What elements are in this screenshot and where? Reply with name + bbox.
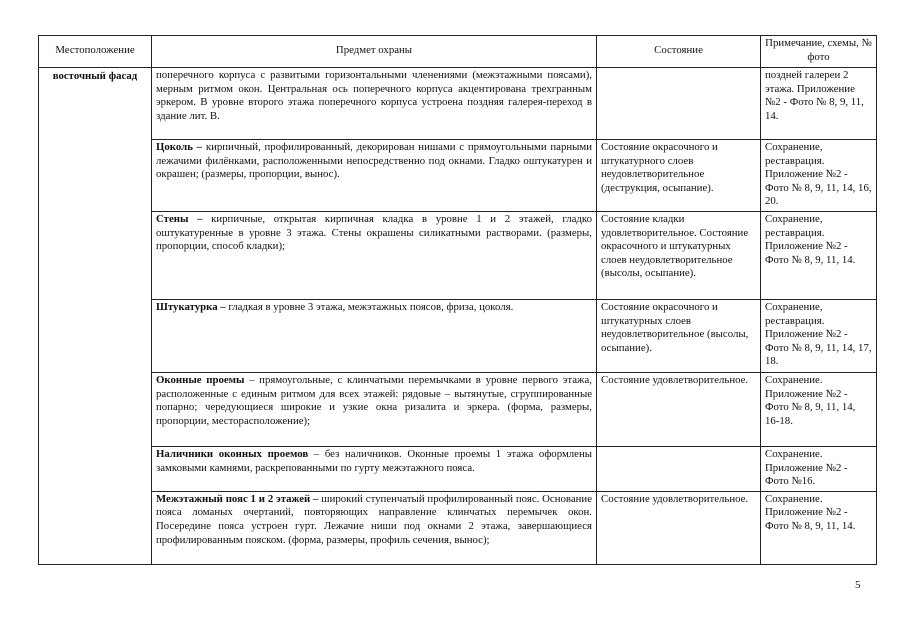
table-row [39, 140, 877, 212]
note-cell: поздней галереи 2 этажа. Приложение №2 - Фото № 8, 9, 11, 14. [761, 68, 877, 140]
note-cell: Сохранение, реставрация. Приложение №2 - Фото № 8, 9, 11, 14, 17, 18. [761, 300, 877, 373]
subject-cell: Межэтажный пояс 1 и 2 этажей – широкий ступенчатый профилированный пояс. Основание пояса ломаных очертаний, повторяющих направление клинчатых перемычек окон. Посередине пояса устроен гурт. Лежачие ниши под окнами 2 этажа, завершающиеся профилированным пояском. (форма, размеры, профиль сечения, вынос); [152, 491, 597, 564]
note-cell: Сохранение, реставрация. Приложение №2 - Фото № 8, 9, 11, 14. [761, 212, 877, 300]
header-note: Примечание, схемы, № фото [761, 36, 877, 68]
protection-subject-table [38, 35, 877, 565]
state-cell: Состояние окрасочного и штукатурного слоев неудовлетворительное (деструкция, осыпание). [597, 140, 761, 212]
table-row [39, 68, 877, 140]
subject-cell: Штукатурка – гладкая в уровне 3 этажа, межэтажных поясов, фриза, цоколя. [152, 300, 597, 373]
state-cell: Состояние кладки удовлетворительное. Состояние окрасочного и штукатурных слоев неудовлетворительное (высолы, осыпание). [597, 212, 761, 300]
note-cell: Сохранение. Приложение №2 - Фото №16. [761, 447, 877, 492]
header-subject: Предмет охраны [152, 36, 597, 68]
table-row [39, 300, 877, 373]
page-number: 5 [855, 579, 861, 591]
state-cell [597, 68, 761, 140]
table-row [39, 212, 877, 300]
table-header-row [39, 36, 877, 68]
subject-cell: Наличники оконных проемов – без наличников. Оконные проемы 1 этажа оформлены замковыми камнями, раскрепованными по гурту межэтажного пояса. [152, 447, 597, 492]
note-cell: Сохранение, реставрация. Приложение №2 - Фото № 8, 9, 11, 14, 16, 20. [761, 140, 877, 212]
note-cell: Сохранение. Приложение №2 - Фото № 8, 9, 11, 14. [761, 491, 877, 564]
state-cell: Состояние удовлетворительное. [597, 373, 761, 447]
location-cell: восточный фасад [39, 68, 152, 565]
subject-cell: Оконные проемы – прямоугольные, с клинчатыми перемычками в уровне первого этажа, расположенные с единым ритмом для всех этажей: рядовые – вытянутые, сгруппированные попарно; чередующиеся широкие и узкие окна ризалита и эркера. (форма, размеры, пропорции, месторасположение); [152, 373, 597, 447]
state-cell: Состояние окрасочного и штукатурных слоев неудовлетворительное (высолы, осыпание). [597, 300, 761, 373]
table-row [39, 491, 877, 564]
header-location: Местоположение [39, 36, 152, 68]
subject-cell: Стены – кирпичные, открытая кирпичная кладка в уровне 1 и 2 этажей, гладко оштукатуренные в уровне 3 этажа. Стены окрашены силикатными растворами. (размеры, пропорции, способ кладки); [152, 212, 597, 300]
table-row [39, 447, 877, 492]
header-state: Состояние [597, 36, 761, 68]
state-cell [597, 447, 761, 492]
table-row [39, 373, 877, 447]
subject-cell: Цоколь – кирпичный, профилированный, декорирован нишами с прямоугольными парными лежачими филёнками, расположенными непосредственно под окнами. Гладко оштукатурен и окрашен; (размеры, пропорции, вынос). [152, 140, 597, 212]
subject-cell: поперечного корпуса с развитыми горизонтальными членениями (межэтажными поясами), мерным ритмом окон. Центральная ось поперечного корпуса акцентирована трехгранным эркером. В уровне второго этажа поперечного корпуса устроена поздняя галерея-переход в здание лит. В. [152, 68, 597, 140]
state-cell: Состояние удовлетворительное. [597, 491, 761, 564]
note-cell: Сохранение. Приложение №2 - Фото № 8, 9, 11, 14, 16-18. [761, 373, 877, 447]
